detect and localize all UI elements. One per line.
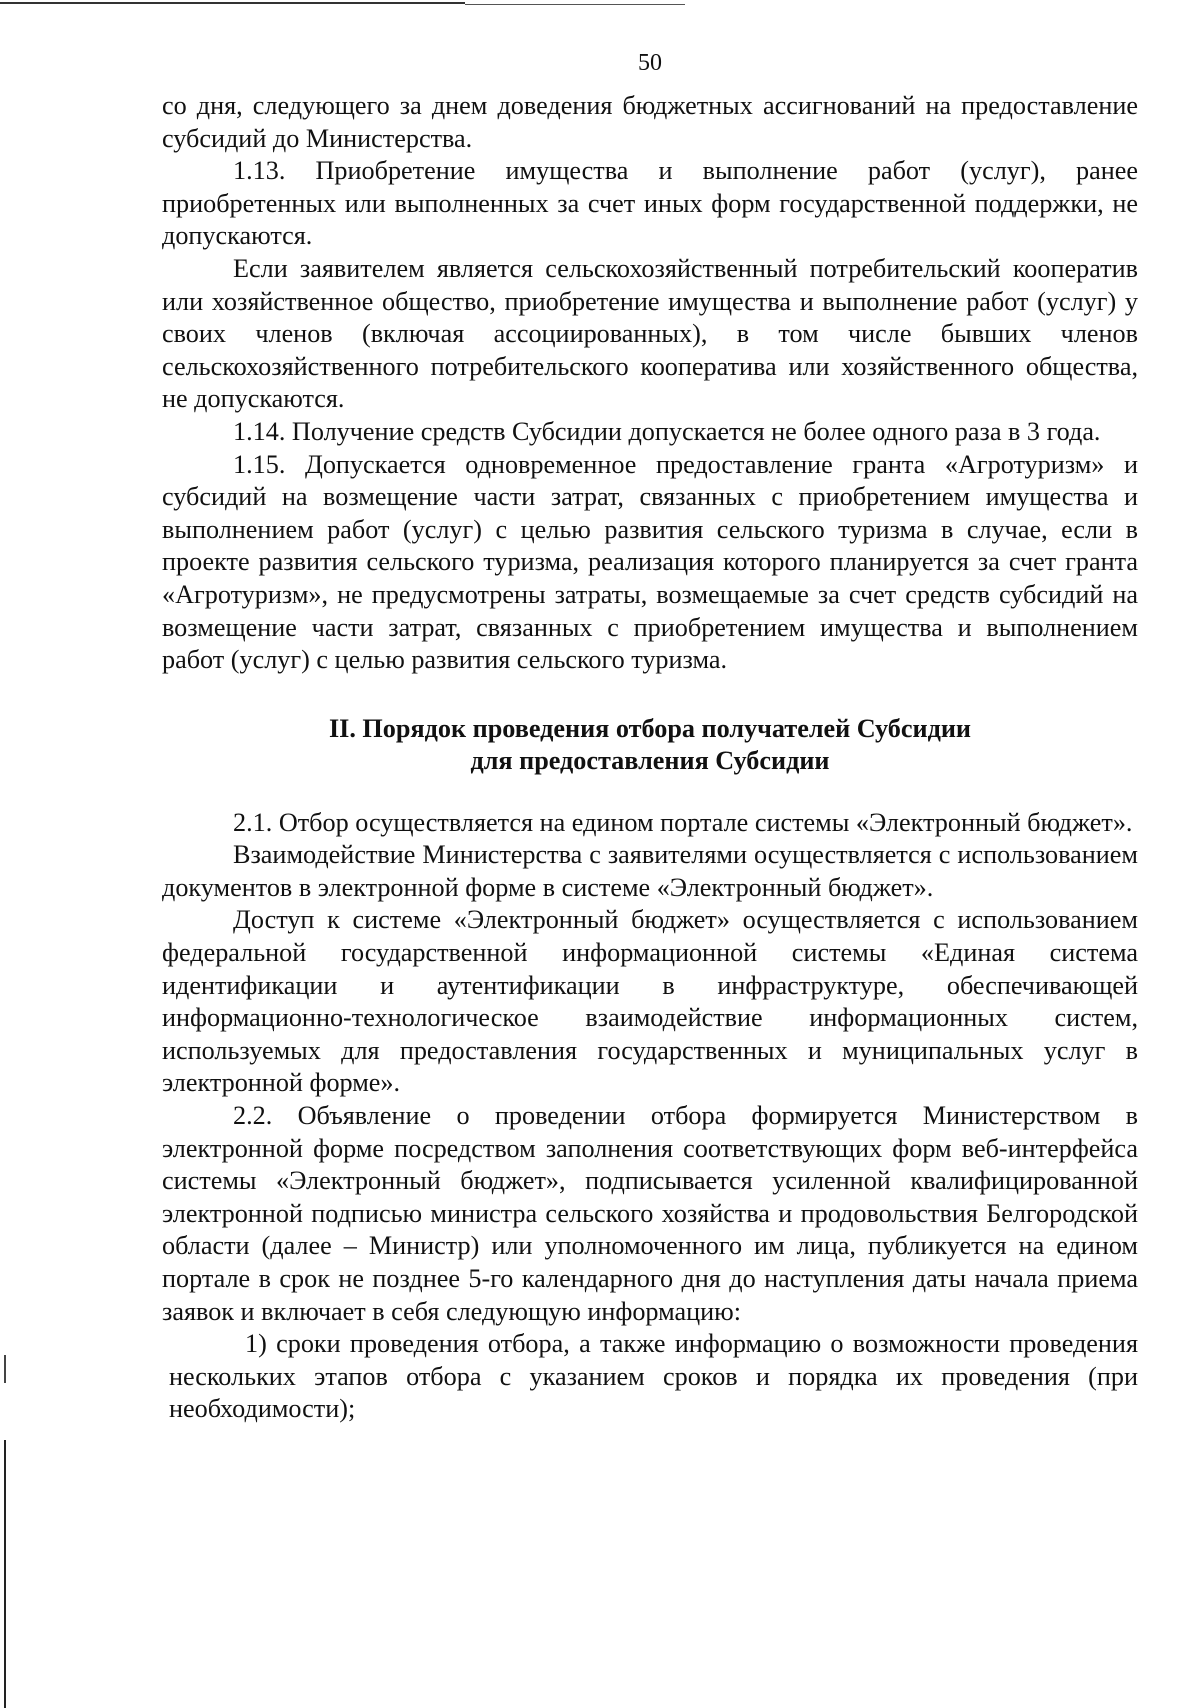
paragraph-2-2: 2.2. Объявление о проведении отбора формируется Министерством в электронной форме посредством заполнения соответствующих форм веб-интерфейса системы «Электронный бюджет», подписывается усиленной квалифицированной электронной подписью министра сельского хозяйства и продовольствия Белгородской области (далее – Министр) или уполномоченного им лица, публикуется на едином портале в срок не позднее 5-го календарного дня до наступления даты начала приема заявок и включает в себя следующую информацию: [162, 1101, 1138, 1326]
paragraph-continuation: со дня, следующего за днем доведения бюджетных ассигнований на предоставление субсидий до Министерства. [162, 91, 1138, 153]
document-body [162, 90, 1138, 1426]
scan-artifact-left-dash [4, 1355, 6, 1383]
scan-artifact-top-line-2 [465, 4, 685, 5]
section-heading [162, 713, 1138, 777]
section-heading-line-1: II. Порядок проведения отбора получателей Субсидии [328, 713, 972, 743]
section-heading-line-2: для предоставления Субсидии [470, 745, 830, 775]
paragraph-1-15: 1.15. Допускается одновременное предоставление гранта «Агротуризм» и субсидий на возмещение части затрат, связанных с приобретением имущества и выполнением работ (услуг) с целью развития сельского туризма в случае, если в проекте развития сельского туризма, реализация которого планируется за счет гранта «Агротуризм», не предусмотрены затраты, возмещаемые за счет средств субсидий на возмещение части затрат, связанных с приобретением имущества и выполнением работ (услуг) с целью развития сельского туризма. [162, 449, 1138, 675]
paragraph-1-13: 1.13. Приобретение имущества и выполнение работ (услуг), ранее приобретенных или выполненных за счет иных форм государственной поддержки, не допускаются. [162, 156, 1138, 251]
list-item-1: 1) сроки проведения отбора, а также информацию о возможности проведения нескольких этапов отбора с указанием сроков и порядка их проведения (при необходимости); [169, 1329, 1138, 1424]
paragraph-2-1: 2.1. Отбор осуществляется на едином портале системы «Электронный бюджет». [233, 807, 1133, 837]
scan-artifact-left-line [4, 1440, 6, 1708]
paragraph-interaction: Взаимодействие Министерства с заявителями осуществляется с использованием документов в электронной форме в системе «Электронный бюджет». [162, 840, 1138, 902]
paragraph-cooperative: Если заявителем является сельскохозяйственный потребительский кооператив или хозяйственное общество, приобретение имущества и выполнение работ (услуг) у своих членов (включая ассоциированных), в том числе бывших членов сельскохозяйственного потребительского кооператива или хозяйственного общества, не допускаются. [162, 253, 1138, 414]
paragraph-1-14: 1.14. Получение средств Субсидии допускается не более одного раза в 3 года. [233, 416, 1101, 446]
page-number: 50 [638, 50, 662, 76]
scan-artifact-top-line [0, 2, 465, 4]
paragraph-access: Доступ к системе «Электронный бюджет» осуществляется с использованием федеральной государственной информационной системы «Единая система идентификации и аутентификации в инфраструктуре, обеспечивающей информационно-технологическое взаимодействие информационных систем, используемых для предоставления государственных и муниципальных услуг в электронной форме». [162, 905, 1138, 1098]
